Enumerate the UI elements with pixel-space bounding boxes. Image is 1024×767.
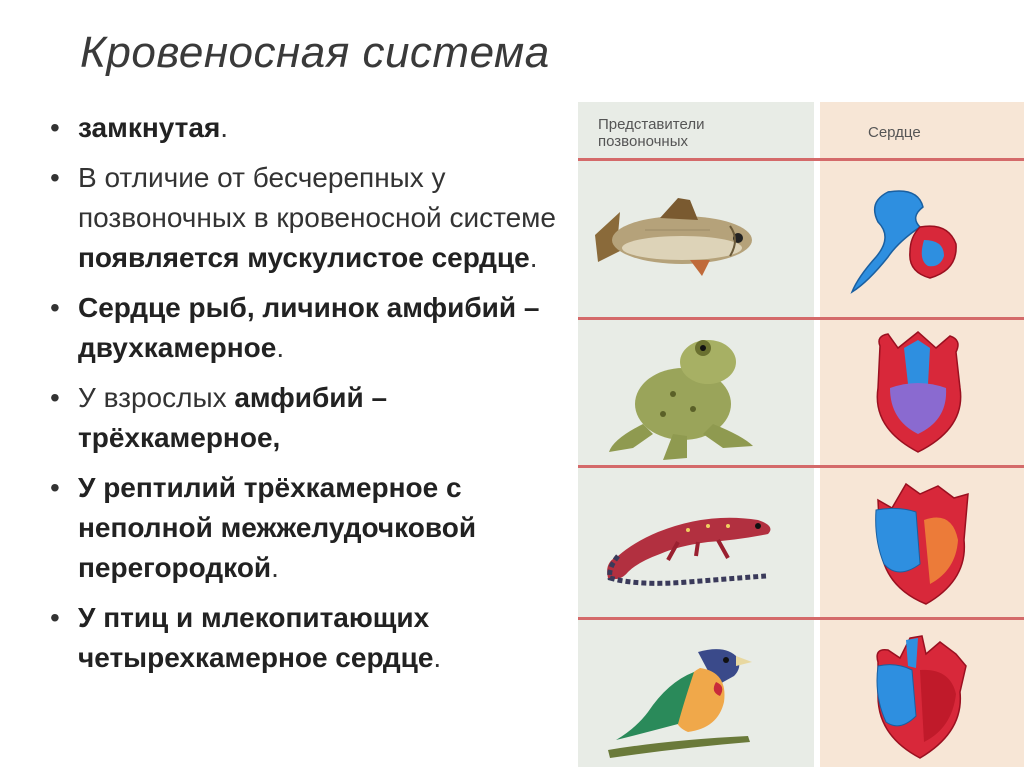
bullet-item (48, 468, 568, 588)
bullet-list (48, 108, 568, 688)
bullet-text: . (220, 112, 229, 143)
bullet-text: У птиц и млекопитающих четырехкамерное сердце (78, 602, 434, 673)
bullet-item (48, 598, 568, 678)
bullet-text: У взрослых (78, 382, 235, 413)
bird-illustration (608, 632, 758, 762)
bullet-text: амфибий – трёхкамерное, (78, 382, 388, 453)
three-chamber-heart (868, 328, 968, 458)
bullet-text: Сердце рыб, личинок амфибий – двухкамерное (78, 292, 540, 363)
bullet-text: . (276, 332, 285, 363)
fish-illustration (590, 190, 770, 280)
bullet-item (48, 378, 568, 458)
slide-title: Кровеносная система (80, 28, 550, 77)
bullet-text: . (433, 642, 442, 673)
bullet-text: У рептилий трёхкамерное с неполной межжелудочковой перегородкой (78, 472, 477, 583)
row-divider (578, 617, 1024, 620)
bullet-item (48, 158, 568, 278)
bullet-item (48, 288, 568, 368)
bullet-text: замкнутая (78, 112, 221, 143)
row-divider (578, 465, 1024, 468)
frog-illustration (603, 324, 763, 464)
bullet-text: . (529, 242, 538, 273)
header-heart: Сердце (868, 124, 921, 141)
bullet-text: . (271, 552, 279, 583)
row-divider (578, 317, 1024, 320)
row-divider (578, 158, 1024, 161)
bullet-item (48, 108, 568, 148)
vertebrate-heart-table (578, 102, 1024, 767)
three-chamber-partial-septum-heart (868, 480, 978, 610)
four-chamber-heart (866, 632, 976, 762)
bullet-text: появляется мускулистое сердце (78, 242, 530, 273)
two-chamber-heart (848, 182, 968, 302)
bullet-text: В отличие от бесчерепных у позвоночных в кровеносной системе (78, 162, 556, 233)
lizard-illustration (598, 502, 778, 592)
header-representatives: Представители позвоночных (598, 116, 705, 150)
